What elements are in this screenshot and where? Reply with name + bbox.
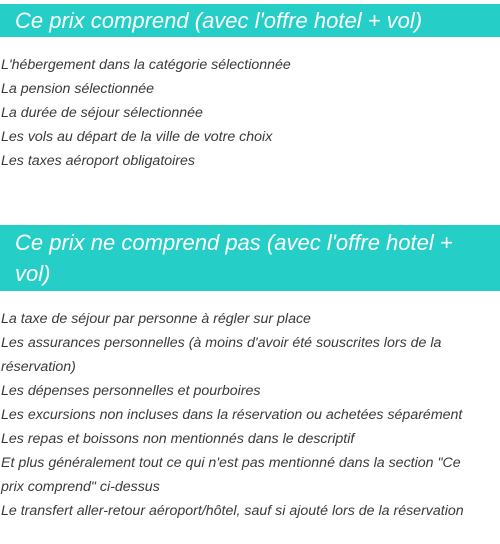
list-item: Les repas et boissons non mentionnés dans le descriptif xyxy=(1,431,355,447)
list-item: Les taxes aéroport obligatoires xyxy=(1,153,196,169)
price-included-heading: Ce prix comprend (avec l'offre hotel + vol) xyxy=(0,4,500,37)
list-item: Les assurances personnelles (à moins d'avoir été souscrites lors de la réservation) xyxy=(1,335,442,375)
price-included-list xyxy=(0,53,500,173)
list-item: Les excursions non incluses dans la réservation ou achetées séparément xyxy=(1,407,463,423)
list-item: L'hébergement dans la catégorie sélectionnée xyxy=(1,57,291,73)
list-item: La durée de séjour sélectionnée xyxy=(1,105,203,121)
price-included-section xyxy=(0,4,500,173)
list-item: La pension sélectionnée xyxy=(1,81,155,97)
list-item: La taxe de séjour par personne à régler sur place xyxy=(1,311,311,327)
list-item: Et plus généralement tout ce qui n'est pas mentionné dans la section "Ce prix comprend" ci-dessus xyxy=(1,455,461,495)
list-item: Les vols au départ de la ville de votre choix xyxy=(1,129,273,145)
list-item: Le transfert aller-retour aéroport/hôtel, sauf si ajouté lors de la réservation xyxy=(1,503,464,519)
price-excluded-list xyxy=(0,307,500,523)
price-excluded-heading: Ce prix ne comprend pas (avec l'offre hotel + vol) xyxy=(0,225,500,291)
price-excluded-section xyxy=(0,225,500,523)
list-item: Les dépenses personnelles et pourboires xyxy=(1,383,261,399)
